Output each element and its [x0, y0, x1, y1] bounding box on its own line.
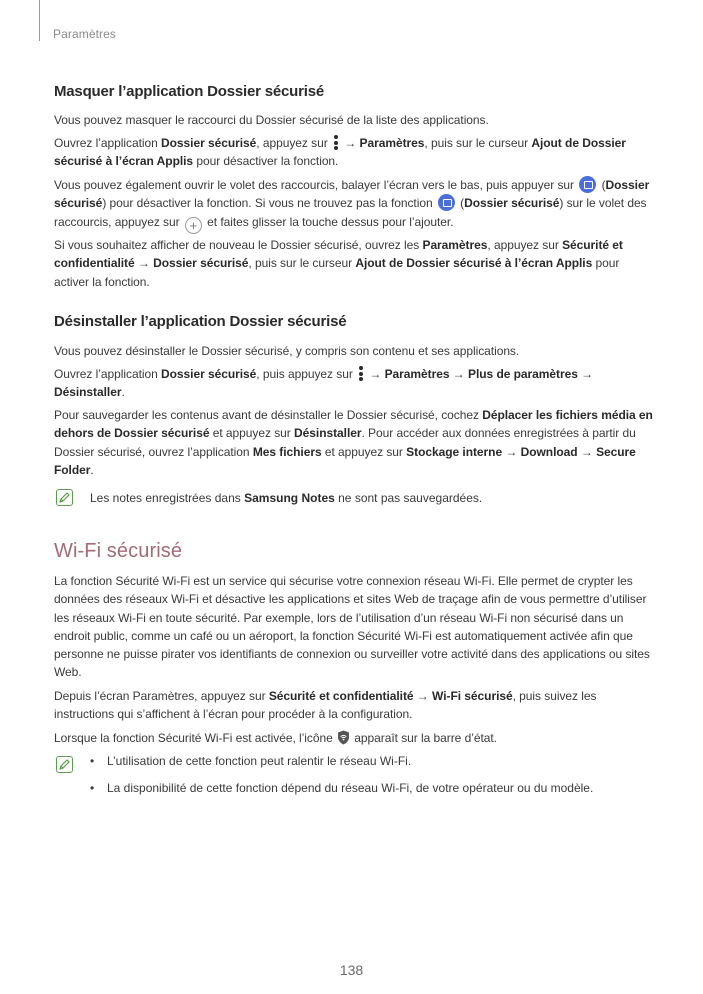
list-item: • L’utilisation de cette fonction peut ralentir le réseau Wi-Fi. [90, 752, 593, 770]
paragraph: Pour sauvegarder les contenus avant de désinstaller le Dossier sécurisé, cochez Déplacer les fichiers média en dehors de Dossier sécurisé et appuyez sur Désinstaller. Pour accéder aux données enregistrées à partir du Dossier sécurisé, ouvrez l’application Mes fichiers et appuyez sur Stockage interne → Download → Secure Folder. [54, 408, 653, 477]
paragraph: Lorsque la fonction Sécurité Wi-Fi est activée, l’icône apparaît sur la barre d’état. [54, 731, 497, 745]
note-bullet-list [90, 752, 593, 806]
secure-folder-icon [579, 176, 596, 193]
paragraph: La fonction Sécurité Wi-Fi est un service qui sécurise votre connexion réseau Wi-Fi. Elle permet de crypter les données des réseaux Wi-Fi et désactive les applications et sites Web de traçage afin de vous permettre d’utiliser les réseaux Wi-Fi en toute sécurité. Par exemple, lors de l’utilisation d’un réseau Wi-Fi non sécurisé dans un endroit public, comme un café ou un aéroport, la fonction Sécurité Wi-Fi est automatiquement activée afin que personne ne puisse pirater vos identifiants de connexion ou surveiller votre activité dans des applications ou sites Web. [54, 574, 650, 680]
section-heading-secure-wifi: Wi-Fi sécurisé [54, 540, 183, 562]
section-heading-uninstall-secure-folder: Désinstaller l’application Dossier sécurisé [54, 313, 347, 330]
note-icon [56, 756, 73, 773]
paragraph: Vous pouvez désinstaller le Dossier sécurisé, y compris son contenu et ses applications. [54, 344, 520, 358]
secure-folder-icon [438, 194, 455, 211]
list-item: • La disponibilité de cette fonction dépend du réseau Wi-Fi, de votre opérateur ou du modèle. [90, 779, 593, 797]
header-title: Paramètres [53, 27, 117, 41]
paragraph: Vous pouvez également ouvrir le volet des raccourcis, balayer l’écran vers le bas, puis appuyer sur (Dossier sécurisé) pour désactiver la fonction. Si vous ne trouvez pas la fonction (Dossier sécurisé) sur le volet des raccourcis, appuyez sur + et faites glisser la touche dessus pour l’ajouter. [54, 178, 650, 233]
paragraph: Ouvrez l’application Dossier sécurisé, appuyez sur → Paramètres, puis sur le curseur Ajout de Dossier sécurisé à l’écran Applis pour désactiver la fonction. [54, 136, 626, 169]
paragraph: Depuis l’écran Paramètres, appuyez sur Sécurité et confidentialité → Wi-Fi sécurisé, puis suivez les instructions qui s’affichent à l’écran pour procéder à la configuration. [54, 689, 597, 722]
paragraph: Vous pouvez masquer le raccourci du Dossier sécurisé de la liste des applications. [54, 113, 489, 127]
secure-wifi-shield-icon [337, 730, 350, 745]
note-icon [56, 489, 73, 506]
header-rule [39, 0, 40, 41]
paragraph: Ouvrez l’application Dossier sécurisé, puis appuyez sur → Paramètres → Plus de paramètres → Désinstaller. [54, 367, 594, 400]
add-icon: + [185, 217, 202, 234]
more-options-icon [358, 366, 364, 381]
more-options-icon [333, 135, 339, 150]
page-number: 138 [339, 962, 364, 978]
paragraph: Si vous souhaitez afficher de nouveau le Dossier sécurisé, ouvrez les Paramètres, appuyez sur Sécurité et confidentialité → Dossier sécurisé, puis sur le curseur Ajout de Dossier sécurisé à l’écran Applis pour activer la fonction. [54, 238, 623, 289]
section-heading-hide-secure-folder: Masquer l’application Dossier sécurisé [54, 83, 325, 100]
note-text: Les notes enregistrées dans Samsung Notes ne sont pas sauvegardées. [90, 491, 483, 505]
